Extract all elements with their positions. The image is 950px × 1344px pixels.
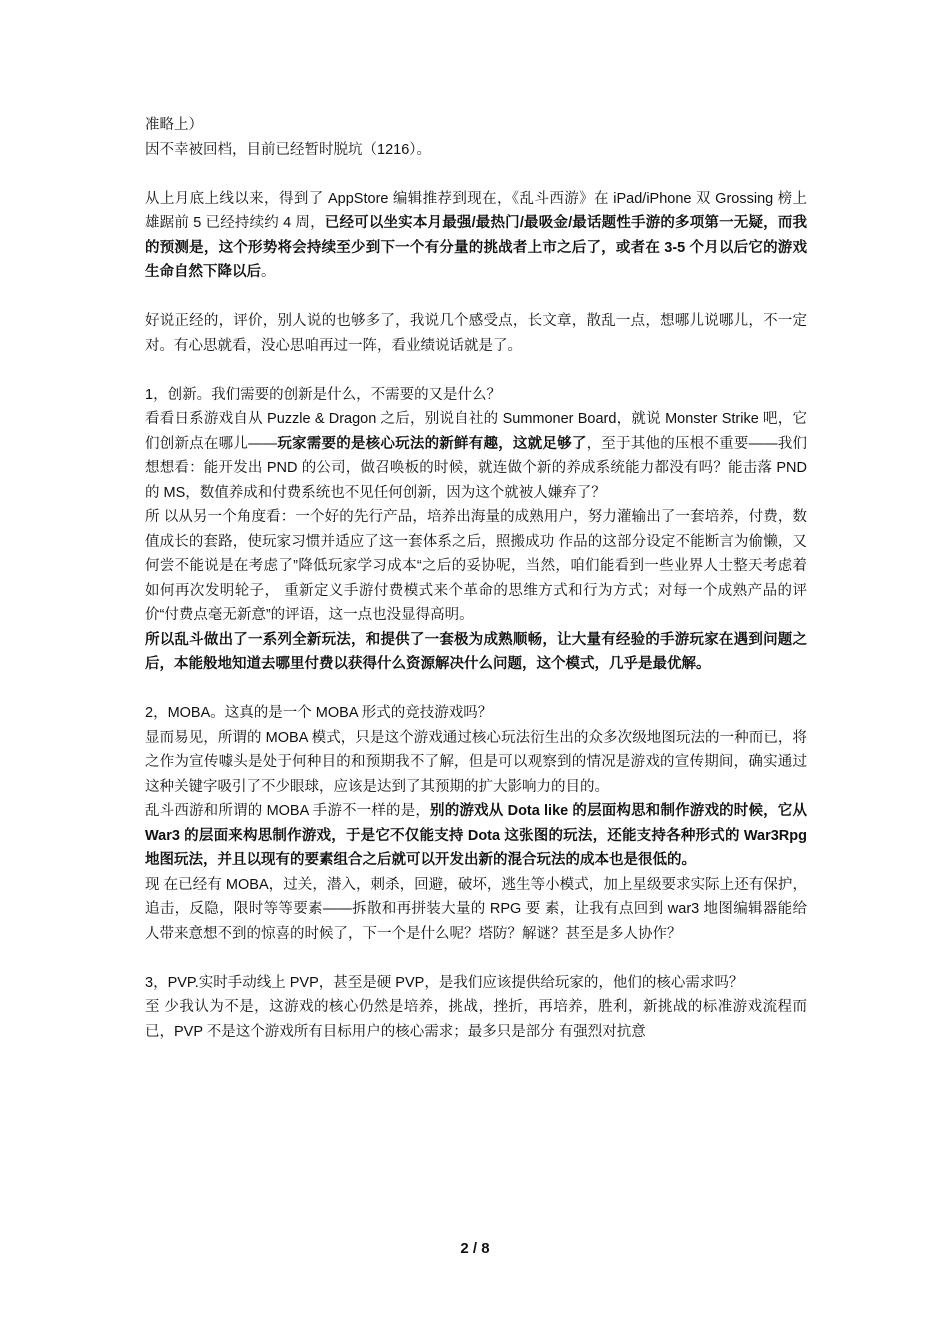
document-page bbox=[145, 113, 807, 1044]
section-1-title: 1，创新。我们需要的创新是什么，不需要的又是什么？ bbox=[145, 386, 502, 403]
s1-text-c: ，至于其他的压根不重要——我们想想看：能开发出 PND 的公司，做召唤板的时候，就连做个新的养成系统能力都没有吗？能击落 PND 的 MS，数值养成和付费系统也不见任何创新，因为这个就被人嫌弃了？ bbox=[145, 435, 808, 501]
paragraph-gap bbox=[145, 946, 807, 971]
paragraph-gap bbox=[145, 162, 807, 187]
paragraph-gap bbox=[145, 358, 807, 383]
s1-text-a: 看看日系游戏自从 Puzzle & Dragon 之后，别说自社的 Summoner Board，就说 Monster Strike 吧，它们创新点在哪儿—— bbox=[145, 411, 807, 452]
ranking-bold-text: 已经可以坐实本月最强/最热门/最吸金/最话题性手游的多项第一无疑，而我的预测是，这个形势将会持续至少到下一个有分量的挑战者上市之后了，或者在 3-5 个月以后它的游戏生命自然下降以后 bbox=[145, 215, 807, 280]
section-2-paragraph-2 bbox=[145, 799, 807, 873]
section-1-paragraph-2: 所 以从另一个角度看：一个好的先行产品，培养出海量的成熟用户，努力灌输出了一套培养，付费，数值成长的套路，使玩家习惯并适应了这一套体系之后，照搬成功 作品的这部分设定不能断言为偷懒，又何尝不能说是在考虑了”降低玩家学习成本“之后的妥协呢，当然，咱们能看到一些业界人士整天考虑着如何再次发明轮子， 重新定义手游付费模式来个革命的思维方式和行为方式；对每一个成熟产品的评价“付费点毫无新意”的评语，这一点也没显得高明。 bbox=[145, 509, 807, 623]
section-3-paragraph-1: 至 少我认为不是，这游戏的核心仍然是培养，挑战，挫折，再培养，胜利，新挑战的标准游戏流程而已，PVP 不是这个游戏所有目标用户的核心需求；最多只是部分 有强烈对抗意 bbox=[145, 999, 807, 1040]
section-2-paragraph-3: 现 在已经有 MOBA，过关，潜入，刺杀，回避，破坏，逃生等小模式，加上星级要求实际上还有保护，追击，反隐，限时等等要素——拆散和再拼装大量的 RPG 要 素，让我有点回到 war3 地图编辑器能给人带来意想不到的惊喜的时候了，下一个是什么呢？塔防？解谜？甚至是多人协作？ bbox=[145, 876, 807, 942]
paragraph-rollback-note: 因不幸被回档，目前已经暂时脱坑（1216）。 bbox=[145, 141, 432, 158]
paragraph-ranking bbox=[145, 187, 807, 285]
s2-text-a: 乱斗西游和所谓的 MOBA 手游不一样的是， bbox=[145, 803, 431, 819]
section-1-paragraph-3: 所以乱斗做出了一系列全新玩法，和提供了一套极为成熟顺畅，让大量有经验的手游玩家在遇到问题之后，本能般地知道去哪里付费以获得什么资源解决什么问题，这个模式，几乎是最优解。 bbox=[145, 631, 807, 672]
section-2-paragraph-1: 显而易见，所谓的 MOBA 模式，只是这个游戏通过核心玩法衍生出的众多次级地图玩法的一种而已，将之作为宣传噱头是处于何种目的和预期我不了解，但是可以观察到的情况是游戏的宣传期间，确实通过这种关键字吸引了不少眼球，应该是达到了其预期的扩大影响力的目的。 bbox=[145, 729, 807, 795]
section-2-title: 2，MOBA。这真的是一个 MOBA 形式的竞技游戏吗？ bbox=[145, 705, 493, 721]
section-3-title: 3，PVP.实时手动线上 PVP，甚至是硬 PVP，是我们应该提供给玩家的，他们的核心需求吗？ bbox=[145, 974, 744, 991]
page-number: 2 / 8 bbox=[460, 1240, 490, 1257]
ranking-text: 从上月底上线以来，得到了 AppStore 编辑推荐到现在，《乱斗西游》在 iPad/iPhone 双 Grossing 榜上雄踞前 5 已经持续约 4 周， bbox=[145, 190, 807, 231]
paragraph-gap bbox=[145, 677, 807, 702]
s2-bold-text: 别的游戏从 Dota like 的层面构思和制作游戏的时候，它从 War3 的层面来构思制作游戏，于是它不仅能支持 Dota 这张图的玩法，还能支持各种形式的 War3Rpg 地图玩法，并且以现有的要素组合之后就可以开发出新的混合玩法的成本也是很低的。 bbox=[145, 803, 807, 868]
section-1-paragraph-1 bbox=[145, 407, 807, 505]
paragraph-intro-tail: 准略上） bbox=[145, 117, 203, 133]
ranking-end: 。 bbox=[261, 264, 276, 280]
paragraph-gap bbox=[145, 285, 807, 310]
s1-bold-text: 玩家需要的是核心玩法的新鲜有趣，这就足够了 bbox=[277, 435, 587, 452]
paragraph-preface: 好说正经的，评价，别人说的也够多了，我说几个感受点，长文章，散乱一点，想哪儿说哪儿，不一定对。有心思就看，没心思咱再过一阵，看业绩说话就是了。 bbox=[145, 313, 807, 354]
